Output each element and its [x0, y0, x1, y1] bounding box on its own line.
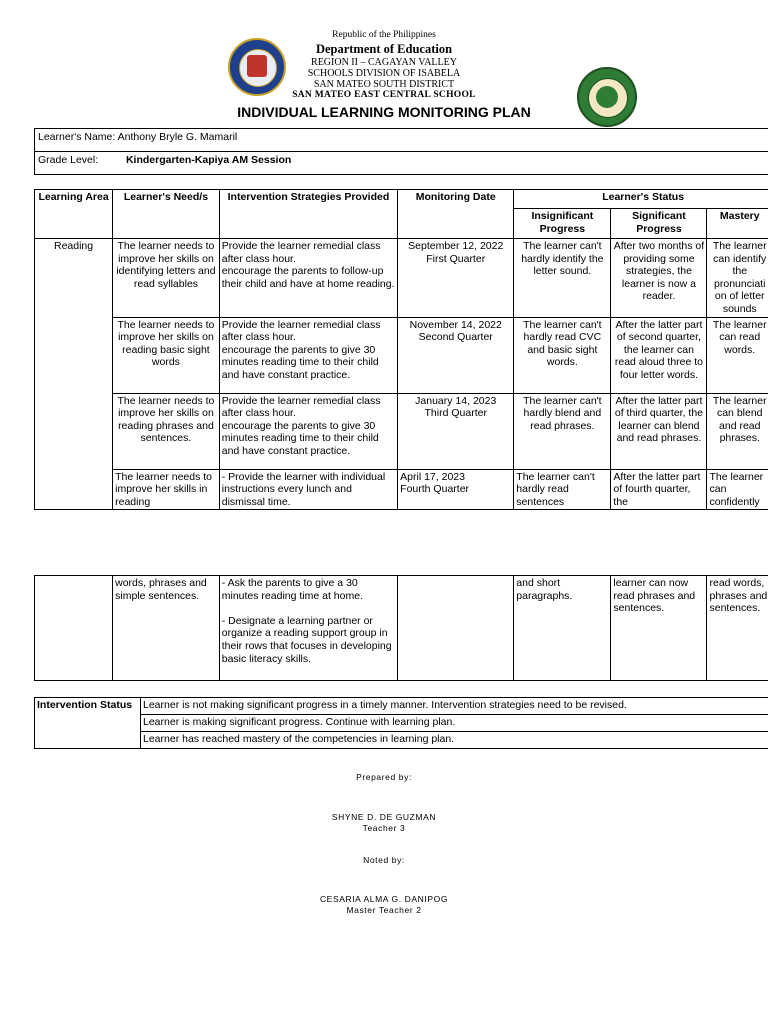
insignificant-cell: The learner can't hardly read CVC and basic sight words.	[514, 317, 611, 393]
mastery-cell: read words, phrases and sentences.	[707, 576, 768, 681]
prepared-by-name: SHYNE D. DE GUZMAN	[331, 812, 437, 822]
district-text: SAN MATEO SOUTH DISTRICT	[313, 79, 455, 90]
mastery-cell: The learner can blend and read phrases.	[707, 393, 768, 469]
header-significant: Significant Progress	[611, 209, 707, 239]
mastery-cell: The learner can confidently	[707, 469, 768, 510]
table-row	[35, 393, 768, 469]
prepared-by-title: Teacher 3	[362, 823, 406, 833]
date-cell: January 14, 2023 Third Quarter	[398, 393, 514, 469]
table-row	[35, 317, 768, 393]
learning-area-cell	[35, 576, 113, 681]
date-cell	[398, 576, 514, 681]
learner-info-table	[34, 128, 768, 175]
intervention-status-item: Learner has reached mastery of the competencies in learning plan.	[141, 732, 768, 749]
needs-cell: The learner needs to improve her skills in reading	[113, 469, 220, 510]
intervention-status-item: Learner is not making significant progress in a timely manner. Intervention strategies need to be revised.	[141, 698, 768, 715]
learner-name-cell	[35, 129, 768, 152]
department-text: Department of Education	[315, 42, 453, 56]
prepared-by-label: Prepared by:	[356, 772, 412, 782]
table-row	[35, 469, 768, 510]
intervention-status-table	[34, 697, 768, 749]
significant-cell: learner can now read phrases and sentences.	[611, 576, 707, 681]
date-cell: April 17, 2023 Fourth Quarter	[398, 469, 514, 510]
insignificant-cell: The learner can't hardly read sentences	[514, 469, 611, 510]
learner-name-value: Anthony Bryle G. Mamaril	[117, 131, 238, 143]
strategies-cell: - Ask the parents to give a 30 minutes reading time at home. - Designate a learning partner or organize a reading support group in their rows that focuses in developing basic literacy skills.	[219, 576, 397, 681]
significant-cell: After the latter part of third quarter, the learner can blend and read phrases.	[611, 393, 707, 469]
header-monitoring-date: Monitoring Date	[398, 190, 514, 239]
intervention-status-item: Learner is making significant progress. Continue with learning plan.	[141, 715, 768, 732]
header-insignificant: Insignificant Progress	[514, 209, 611, 239]
header-strategies: Intervention Strategies Provided	[219, 190, 397, 239]
mastery-cell: The learner can identify the pronunciati on of letter sounds	[707, 239, 768, 318]
grade-level-label: Grade Level:	[38, 154, 99, 166]
needs-cell: The learner needs to improve her skills on reading phrases and sentences.	[113, 393, 220, 469]
region-text: REGION II – CAGAYAN VALLEY	[311, 57, 457, 68]
header-mastery: Mastery	[707, 209, 768, 239]
mastery-cell: The learner can read words.	[707, 317, 768, 393]
significant-cell: After the latter part of second quarter, the learner can read aloud three to four letter words.	[611, 317, 707, 393]
strategies-cell: Provide the learner remedial class after class hour. encourage the parents to follow-up their child and have at home reading.	[219, 239, 397, 318]
date-cell: November 14, 2022 Second Quarter	[398, 317, 514, 393]
table-row	[35, 576, 768, 681]
insignificant-cell: The learner can't hardly identify the letter sound.	[514, 239, 611, 318]
needs-cell: The learner needs to improve her skills on reading basic sight words	[113, 317, 220, 393]
header-learner-needs: Learner's Need/s	[113, 190, 220, 239]
learner-name-label: Learner's Name:	[38, 131, 116, 143]
significant-cell: After two months of providing some strategies, the learner is now a reader.	[611, 239, 707, 318]
school-text: SAN MATEO EAST CENTRAL SCHOOL	[292, 90, 476, 100]
noted-by-title: Master Teacher 2	[346, 905, 422, 915]
learning-area-cell: Reading	[35, 239, 113, 510]
republic-text: Republic of the Philippines	[332, 30, 436, 40]
needs-cell: The learner needs to improve her skills on identifying letters and read syllables	[113, 239, 220, 318]
page-title: INDIVIDUAL LEARNING MONITORING PLAN	[237, 104, 531, 120]
strategies-cell: Provide the learner remedial class after class hour. encourage the parents to give 30 minutes reading time to their child and have constant practice.	[219, 317, 397, 393]
division-text: SCHOOLS DIVISION OF ISABELA	[307, 68, 461, 79]
monitoring-plan-table	[34, 189, 768, 510]
noted-by-label: Noted by:	[363, 855, 405, 865]
grade-level-cell	[35, 152, 768, 175]
date-cell: September 12, 2022 First Quarter	[398, 239, 514, 318]
needs-cell: words, phrases and simple sentences.	[113, 576, 220, 681]
strategies-cell: - Provide the learner with individual instructions every lunch and dismissal time.	[219, 469, 397, 510]
strategies-cell: Provide the learner remedial class after class hour. encourage the parents to give 30 minutes reading time to their child and have constant practice.	[219, 393, 397, 469]
noted-by-name: CESARIA ALMA G. DANIPOG	[319, 894, 449, 904]
insignificant-cell: and short paragraphs.	[514, 576, 611, 681]
monitoring-plan-continuation-table	[34, 575, 768, 681]
insignificant-cell: The learner can't hardly blend and read phrases.	[514, 393, 611, 469]
significant-cell: After the latter part of fourth quarter, the	[611, 469, 707, 510]
intervention-status-label: Intervention Status	[35, 698, 141, 749]
header-learner-status: Learner's Status	[514, 190, 768, 209]
header-learning-area: Learning Area	[35, 190, 113, 239]
table-row	[35, 239, 768, 318]
grade-level-value: Kindergarten-Kapiya AM Session	[125, 154, 292, 166]
